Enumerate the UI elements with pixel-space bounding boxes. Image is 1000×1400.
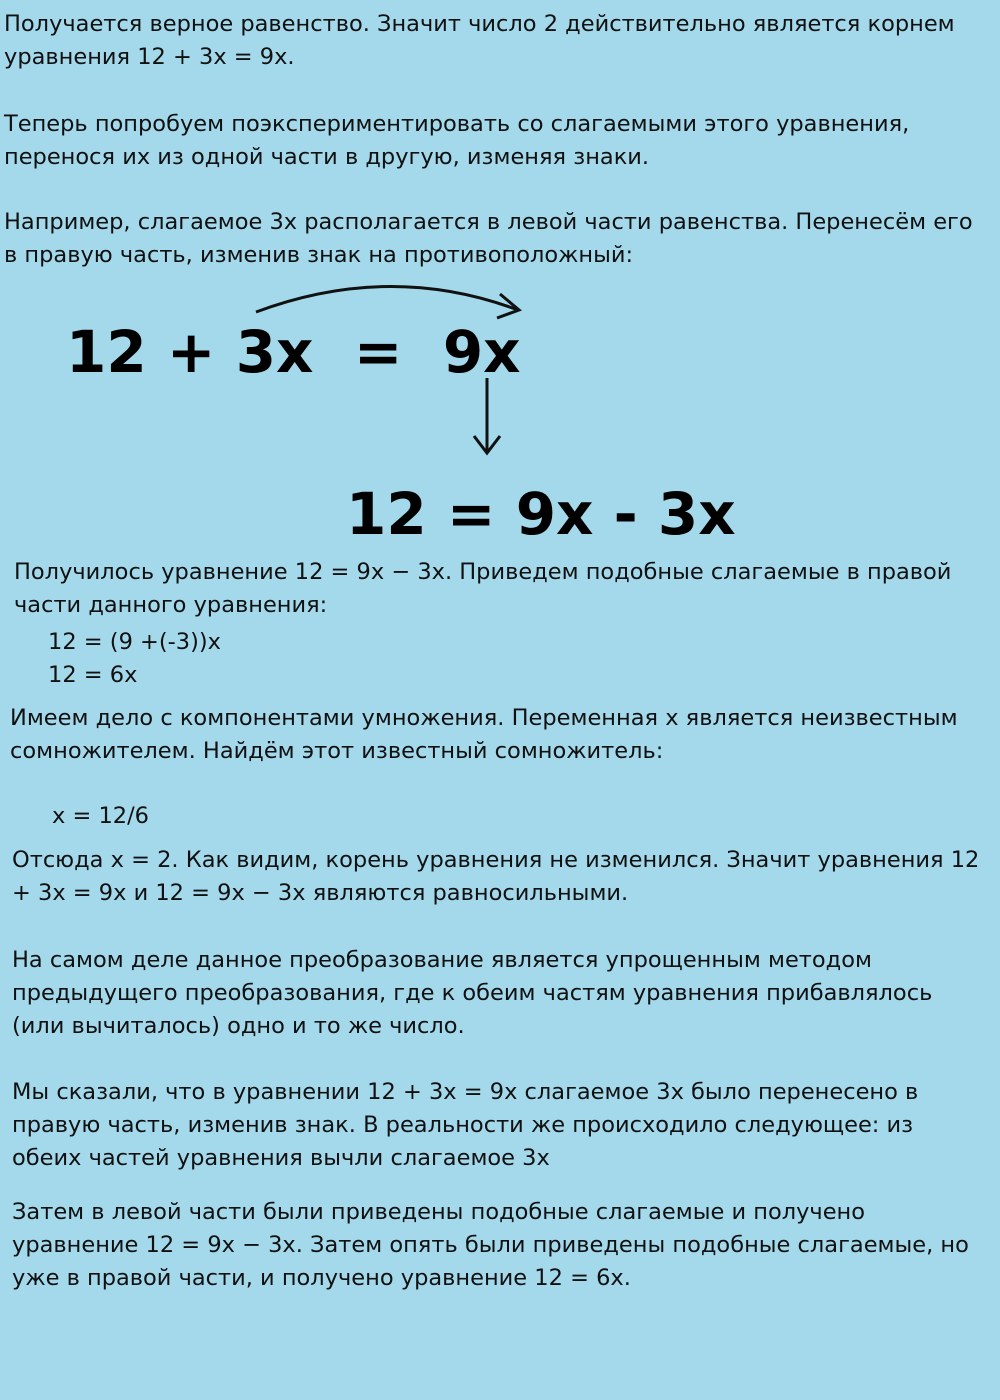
paragraph-multiplication: Имеем дело с компонентами умножения. Переменная x является неизвестным сомножителем. Найдём этот известный сомножитель: — [10, 705, 958, 764]
paragraph-explanation: На самом деле данное преобразование является упрощенным методом предыдущего преобразования, где к обеим частям уравнения прибавлялось (или вычиталось) одно и то же число. — [12, 947, 933, 1039]
equation-transformed: 12 = 9x - 3x — [346, 480, 736, 548]
paragraph-intro: Получается верное равенство. Значит число 2 действительно является корнем уравнения 12 + 3x = 9x. — [4, 11, 955, 70]
equation-step-1: 12 = (9 +(-3))x — [48, 629, 221, 655]
equation-original: 12 + 3x = 9x — [66, 318, 521, 386]
paragraph-result: Получилось уравнение 12 = 9x − 3x. Приведем подобные слагаемые в правой части данного уравнения: — [14, 559, 952, 618]
paragraph-transfer: Мы сказали, что в уравнении 12 + 3x = 9x слагаемое 3x было перенесено в правую часть, изменив знак. В реальности же происходило следующее: из обеих частей уравнения вычли слагаемое 3x — [12, 1079, 919, 1171]
equation-step-2: 12 = 6x — [48, 662, 138, 688]
curved-arrow — [256, 286, 518, 312]
paragraph-final: Затем в левой части были приведены подобные слагаемые и получено уравнение 12 = 9x − 3x. Затем опять были приведены подобные слагаемые, но уже в правой части, и получено уравнение 12 = 6x. — [12, 1199, 969, 1291]
equation-solution: x = 12/6 — [52, 803, 149, 829]
paragraph-experiment: Теперь попробуем поэкспериментировать со слагаемыми этого уравнения, перенося их из одной части в другую, изменяя знаки. — [4, 111, 910, 170]
paragraph-example: Например, слагаемое 3x располагается в левой части равенства. Перенесём его в правую часть, изменив знак на противоположный: — [4, 209, 973, 268]
paragraph-conclusion: Отсюда x = 2. Как видим, корень уравнения не изменился. Значит уравнения 12 + 3x = 9x и 12 = 9x − 3x являются равносильными. — [12, 847, 980, 906]
